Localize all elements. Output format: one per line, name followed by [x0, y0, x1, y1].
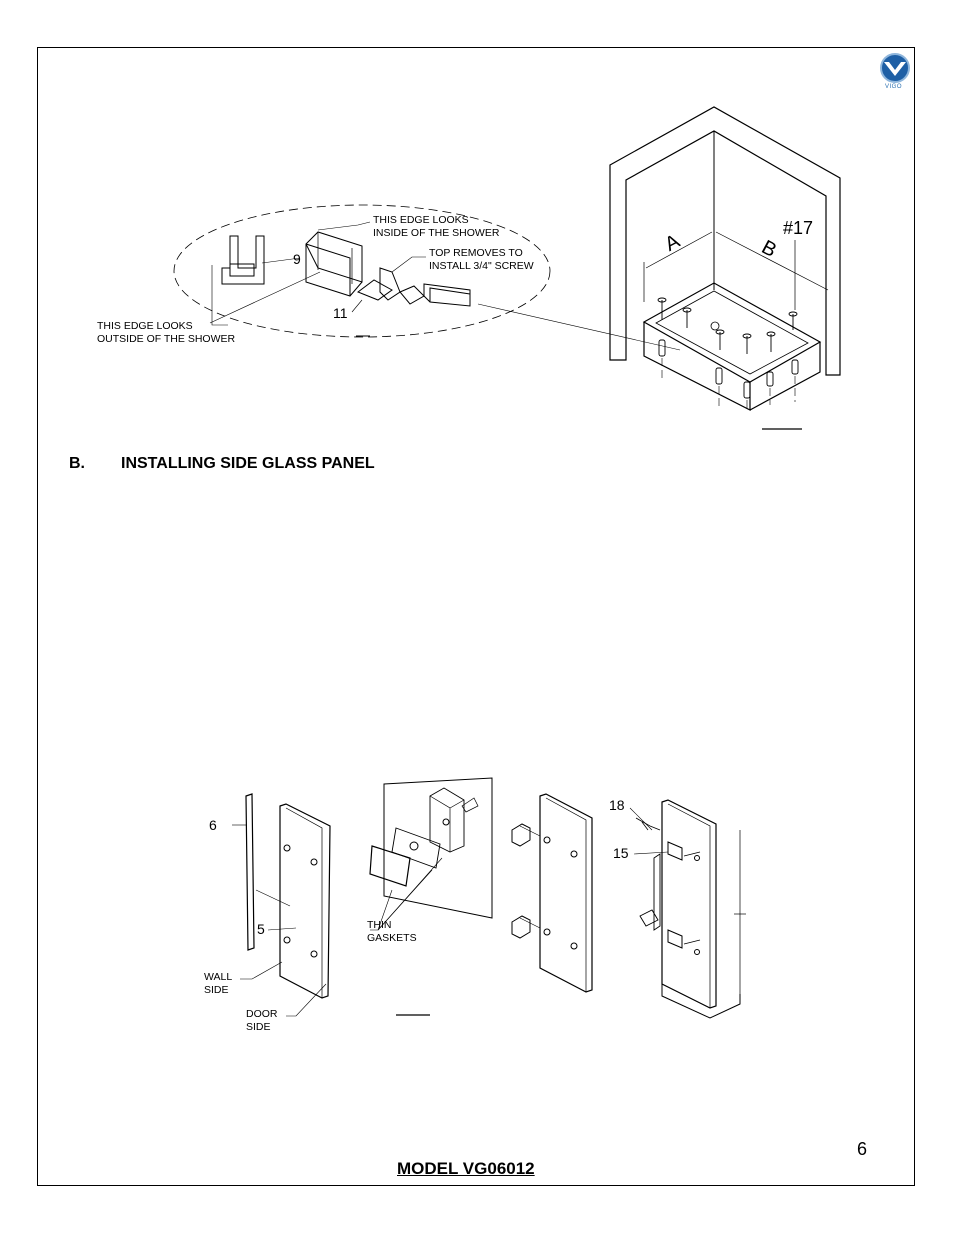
screw-17-label: #17	[783, 218, 814, 238]
part-15-label: 15	[613, 845, 629, 861]
part-6-label: 6	[209, 817, 217, 833]
model-title: MODEL VG06012	[397, 1159, 535, 1178]
part-11-label: 11	[333, 305, 348, 321]
thin-gaskets-line-2: GASKETS	[367, 932, 417, 944]
section-number: B.	[69, 455, 85, 472]
thin-gaskets-line-1: THIN	[367, 919, 392, 931]
callout-top-removes-line-2: INSTALL 3/4" SCREW	[429, 260, 534, 272]
part-18-label: 18	[609, 797, 625, 813]
callout-inside-line-1: THIS EDGE LOOKS	[373, 214, 469, 226]
dimension-b-label: B	[757, 236, 780, 262]
callout-outside-line-2: OUTSIDE OF THE SHOWER	[97, 333, 236, 345]
page-number: 6	[857, 1139, 868, 1159]
door-side-line-1: DOOR	[246, 1008, 278, 1020]
wall-side-line-2: SIDE	[204, 984, 229, 996]
logo-text: VIGO	[885, 84, 903, 90]
dimension-a-label: A	[661, 230, 684, 256]
callout-inside-line-2: INSIDE OF THE SHOWER	[373, 227, 500, 239]
wall-side-line-1: WALL	[204, 971, 233, 983]
callout-top-removes-line-1: TOP REMOVES TO	[429, 247, 523, 259]
callout-outside-line-1: THIS EDGE LOOKS	[97, 320, 193, 332]
part-5-label: 5	[257, 921, 265, 937]
part-9-label: 9	[293, 251, 301, 267]
door-side-line-2: SIDE	[246, 1021, 271, 1033]
section-title: INSTALLING SIDE GLASS PANEL	[121, 455, 375, 472]
